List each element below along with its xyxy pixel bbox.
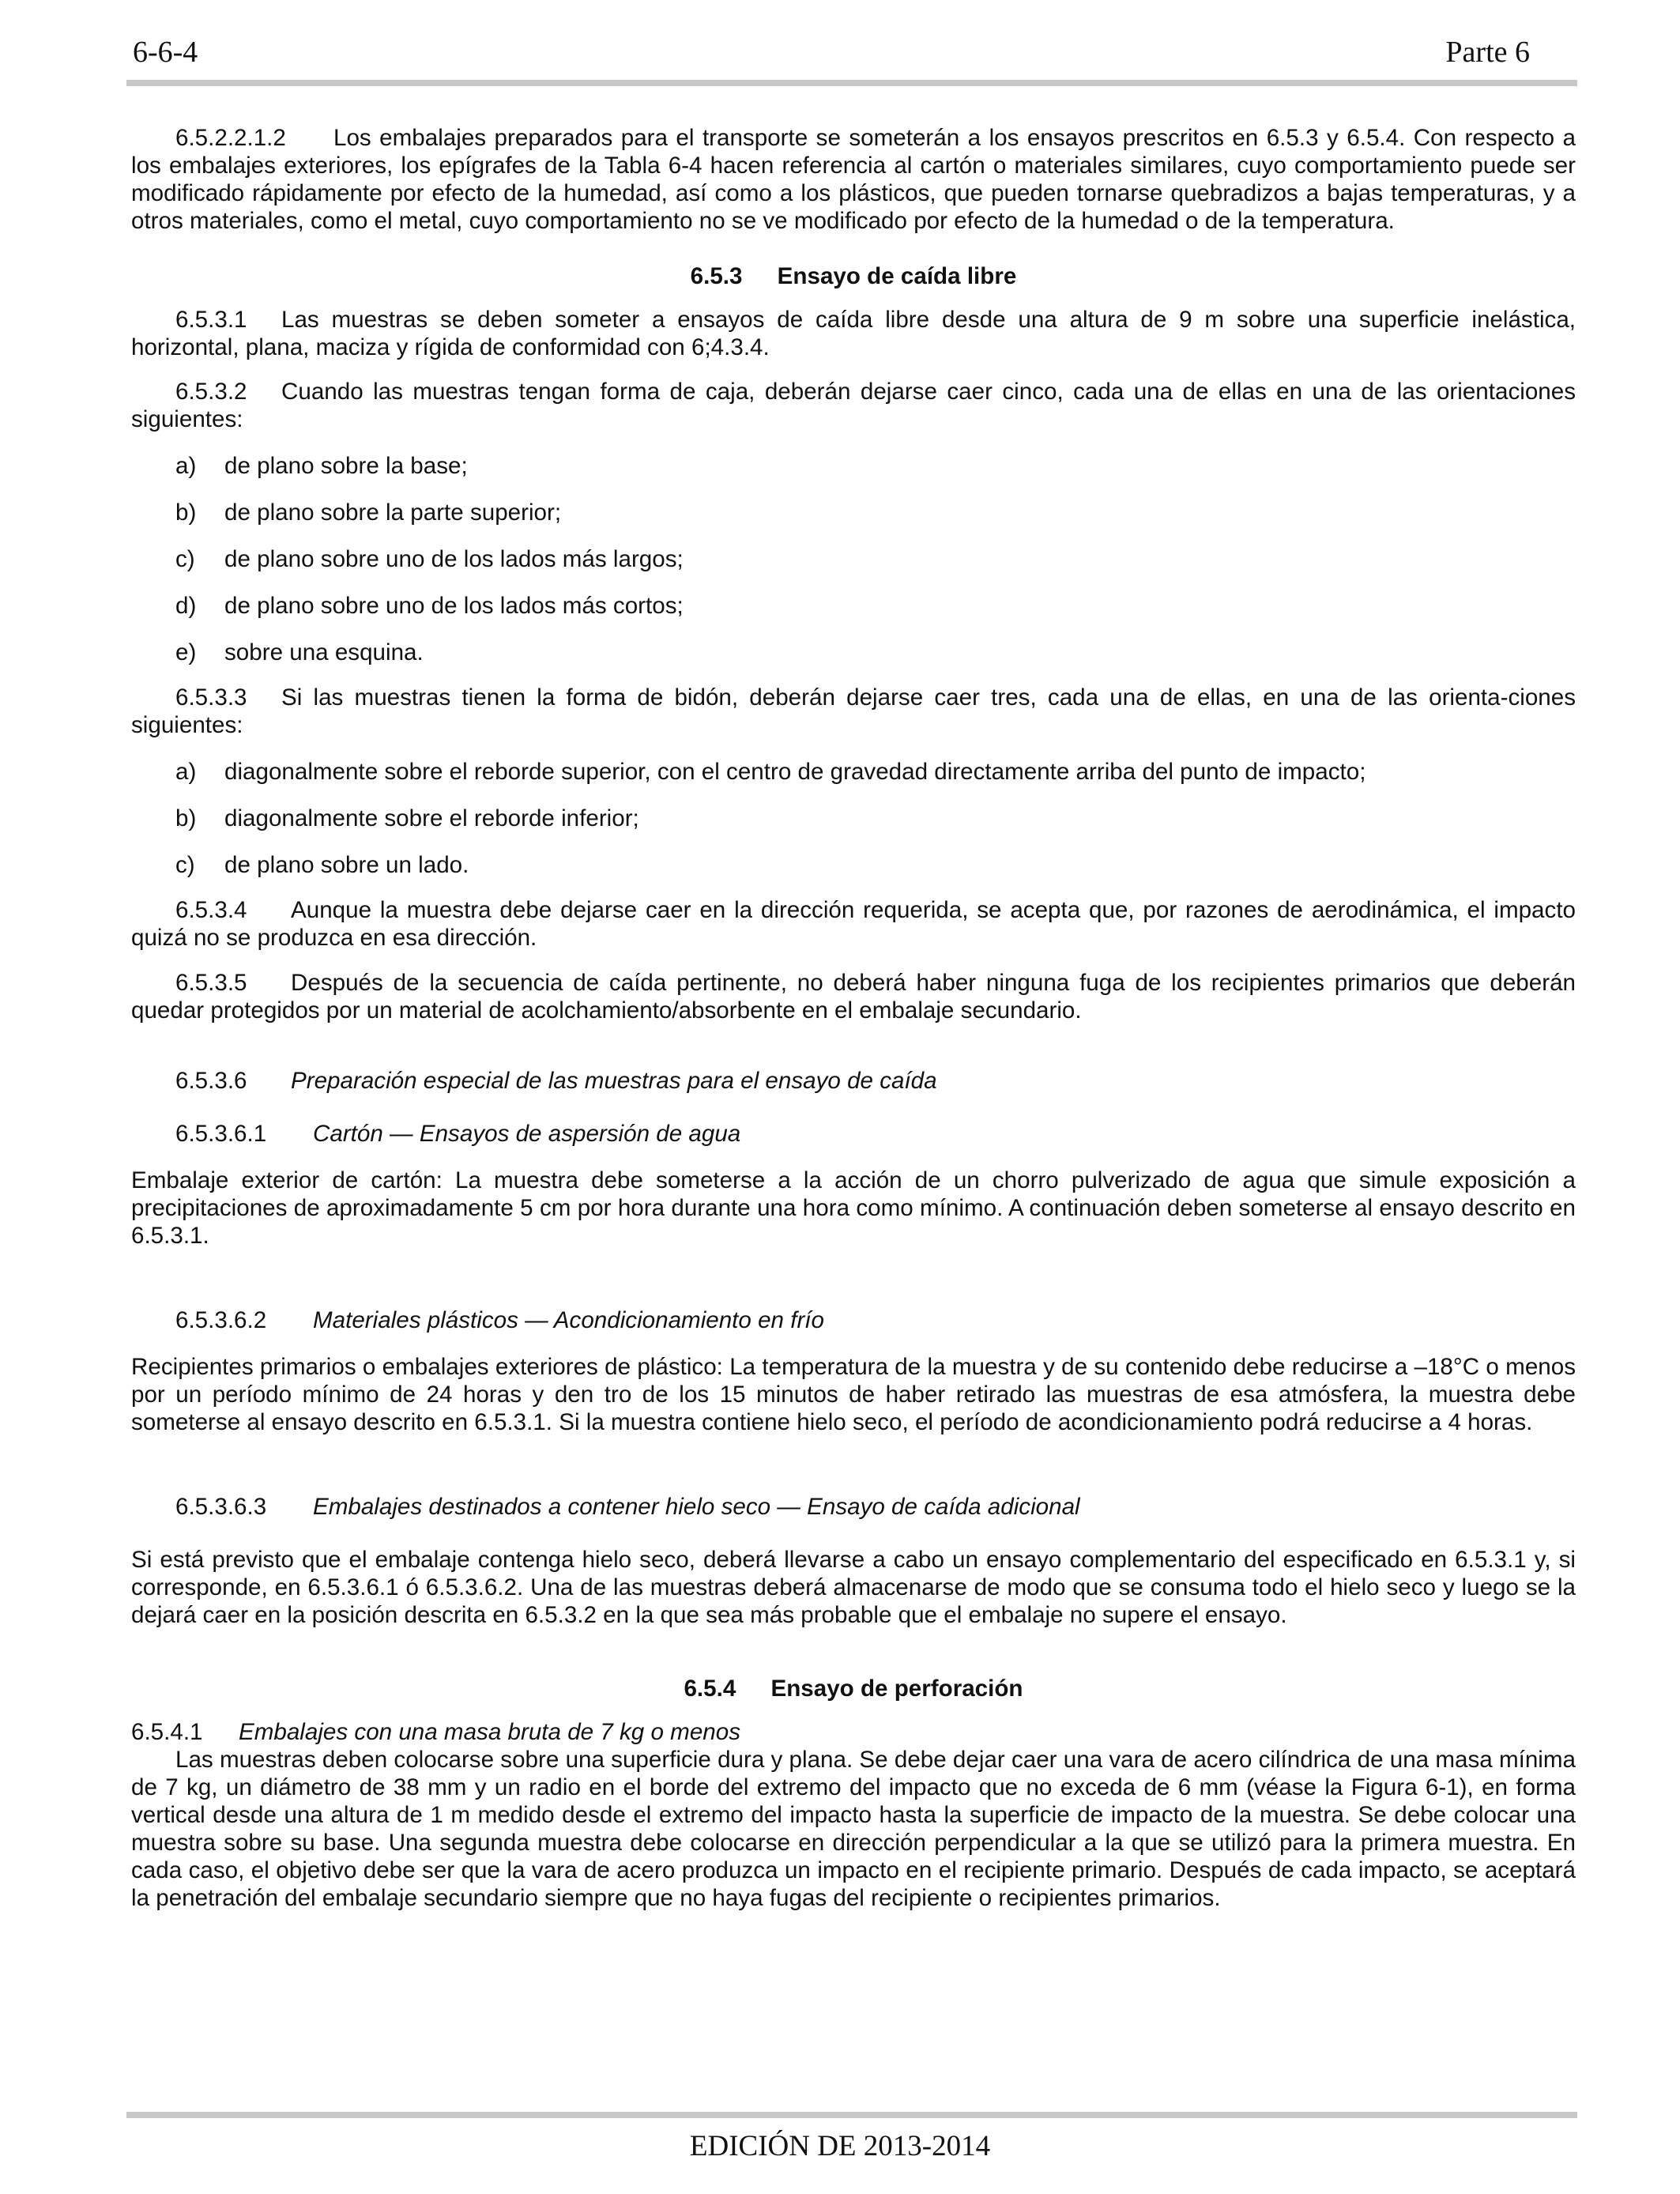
list-text: de plano sobre la base; <box>224 453 468 479</box>
paragraph-6-5-3-6-2-body: Recipientes primarios o embalajes exteriores de plástico: La temperatura de la muestra y de su contenido debe reducirse a –18°C o menos por un período mínimo de 24 horas y den tro de los 15 minutos de haber retirado las muestras de esa atmósfera, la muestra debe someterse al ensayo descrito en 6.5.3.1. Si la muestra contiene hielo seco, el período de acondicionamiento podrá reducirse a 4 horas. <box>131 1354 1576 1435</box>
subsection-title: Materiales plásticos — Acondicionamiento en frío <box>313 1307 824 1333</box>
paragraph-number: 6.5.3.4 <box>175 897 247 923</box>
section-title: Ensayo de caída libre <box>777 263 1017 289</box>
list-text: diagonalmente sobre el reborde inferior; <box>224 805 639 831</box>
list-text: de plano sobre uno de los lados más largos; <box>224 546 684 572</box>
paragraph-6-5-3-6-3-body: Si está previsto que el embalaje contenga hielo seco, deberá llevarse a cabo un ensayo complementario del especificado en 6.5.3.1 y, si corresponde, en 6.5.3.6.1 ó 6.5.3.6.2. Una de las muestras deberá almacenarse de modo que se consuma todo el hielo seco y luego se la dejará caer en la posición descrita en 6.5.3.2 en la que sea más probable que el embalaje no supere el ensayo. <box>131 1547 1576 1628</box>
list-letter: b) <box>175 805 197 831</box>
list-text: diagonalmente sobre el reborde superior, con el centro de gravedad directamente arriba del punto de impacto; <box>224 759 1366 785</box>
section-heading-6-5-3 <box>131 262 1576 290</box>
document-body <box>131 124 1576 1912</box>
subsection-heading-6-5-4-1 <box>131 1718 1576 1746</box>
paragraph-text: Los embalajes preparados para el transporte se someterán a los ensayos prescritos en 6.5.3 y 6.5.4. Con respecto a los embalajes exteriores, los epígrafes de la Tabla 6-4 hacen referencia al cartón o materiales similares, cuyo comportamiento puede ser modificado rápidamente por efecto de la humedad, así como a los plásticos, que pueden tornarse quebradizos a bajas temperaturas, y a otros materiales, como el metal, cuyo comportamiento no se ve modificado por efecto de la humedad o de la temperatura. <box>131 125 1576 234</box>
list-text: de plano sobre la parte superior; <box>224 499 562 526</box>
paragraph-text: Las muestras se deben someter a ensayos de caída libre desde una altura de 9 m sobre una superficie inelástica, horizontal, plana, maciza y rígida de conformidad con 6;4.3.4. <box>131 307 1576 360</box>
section-number: 6.5.3 <box>690 263 743 289</box>
subsection-title: Cartón — Ensayos de aspersión de agua <box>313 1121 741 1147</box>
paragraph-number: 6.5.3.1 <box>175 307 247 333</box>
subsection-number: 6.5.3.6.2 <box>175 1307 267 1333</box>
header-rule <box>126 80 1577 86</box>
paragraph-6-5-3-5 <box>131 969 1576 1024</box>
subsection-heading-6-5-3-6-1 <box>131 1120 1576 1148</box>
subsection-heading-6-5-3-6 <box>131 1067 1576 1095</box>
paragraph-text: Aunque la muestra debe dejarse caer en la dirección requerida, se acepta que, por razones de aerodinámica, el impacto quizá no se produzca en esa dirección. <box>131 897 1576 951</box>
list-letter: c) <box>175 852 195 878</box>
list-item <box>131 805 1576 832</box>
section-title: Ensayo de perforación <box>770 1676 1023 1702</box>
list-text: sobre una esquina. <box>224 639 424 665</box>
subsection-title: Preparación especial de las muestras para el ensayo de caída <box>291 1068 937 1094</box>
list-item <box>131 592 1576 620</box>
list-item <box>131 452 1576 480</box>
list-item <box>131 758 1576 786</box>
section-heading-6-5-4 <box>131 1675 1576 1702</box>
subsection-number: 6.5.4.1 <box>131 1719 203 1745</box>
list-item <box>131 639 1576 666</box>
paragraph-text: Si las muestras tienen la forma de bidón, deberán dejarse caer tres, cada una de ellas, en una de las orienta-ciones siguientes: <box>131 684 1576 738</box>
paragraph-number: 6.5.3.2 <box>175 379 247 405</box>
subsection-title: Embalajes destinados a contener hielo seco — Ensayo de caída adicional <box>313 1494 1080 1520</box>
paragraph-text: Después de la secuencia de caída pertinente, no deberá haber ninguna fuga de los recipientes primarios que deberán quedar protegidos por un material de acolchamiento/absorbente en el embalaje secundario. <box>131 970 1576 1023</box>
paragraph-6-5-2-2-1-2 <box>131 124 1576 235</box>
list-letter: b) <box>175 499 197 526</box>
paragraph-6-5-4-1-body: Las muestras deben colocarse sobre una superficie dura y plana. Se debe dejar caer una vara de acero cilíndrica de una masa mínima de 7 kg, un diámetro de 38 mm y un radio en el borde del extremo del impacto que no exceda de 6 mm (véase la Figura 6-1), en forma vertical desde una altura de 1 m medido desde el extremo del impacto hasta la superficie de impacto de la muestra. Se debe colocar una muestra sobre su base. Una segunda muestra debe colocarse en dirección perpendicular a la que se utilizó para la primera muestra. En cada caso, el objetivo debe ser que la vara de acero produzca un impacto en el recipiente primario. Después de cada impacto, se aceptará la penetración del embalaje secundario siempre que no haya fugas del recipiente o recipientes primarios. <box>131 1747 1576 1911</box>
edition-footer: EDICIÓN DE 2013-2014 <box>689 2130 991 2162</box>
list-item <box>131 545 1576 573</box>
list-letter: d) <box>175 593 197 619</box>
paragraph-6-5-3-3 <box>131 684 1576 739</box>
subsection-number: 6.5.3.6.1 <box>175 1121 267 1147</box>
list-letter: e) <box>175 639 197 665</box>
paragraph-text: Cuando las muestras tengan forma de caja, deberán dejarse caer cinco, cada una de ellas en una de las orientaciones siguientes: <box>131 379 1576 432</box>
paragraph-6-5-3-1 <box>131 306 1576 361</box>
part-label: Parte 6 <box>1445 36 1530 69</box>
paragraph-number: 6.5.3.5 <box>175 970 247 996</box>
list-letter: a) <box>175 759 197 785</box>
list-letter: c) <box>175 546 195 572</box>
page-header <box>131 35 1549 74</box>
paragraph-6-5-3-4 <box>131 896 1576 952</box>
subsection-number: 6.5.3.6.3 <box>175 1494 267 1520</box>
list-item <box>131 851 1576 879</box>
subsection-number: 6.5.3.6 <box>175 1068 247 1094</box>
list-letter: a) <box>175 453 197 479</box>
subsection-heading-6-5-3-6-2 <box>131 1306 1576 1334</box>
paragraph-6-5-3-2 <box>131 378 1576 433</box>
list-text: de plano sobre uno de los lados más cortos; <box>224 593 684 619</box>
page-number: 6-6-4 <box>133 36 198 69</box>
paragraph-6-5-3-6-1-body: Embalaje exterior de cartón: La muestra debe someterse a la acción de un chorro pulverizado de agua que simule exposición a precipitaciones de aproximadamente 5 cm por hora durante una hora como mínimo. A continuación deben someterse al ensayo descrito en 6.5.3.1. <box>131 1167 1576 1249</box>
section-number: 6.5.4 <box>684 1676 736 1702</box>
list-item <box>131 499 1576 526</box>
subsection-heading-6-5-3-6-3 <box>131 1493 1576 1521</box>
list-text: de plano sobre un lado. <box>224 852 469 878</box>
footer-rule <box>126 2112 1577 2118</box>
subsection-title: Embalajes con una masa bruta de 7 kg o menos <box>239 1719 740 1745</box>
paragraph-number: 6.5.3.3 <box>175 684 247 711</box>
paragraph-number: 6.5.2.2.1.2 <box>175 125 286 151</box>
